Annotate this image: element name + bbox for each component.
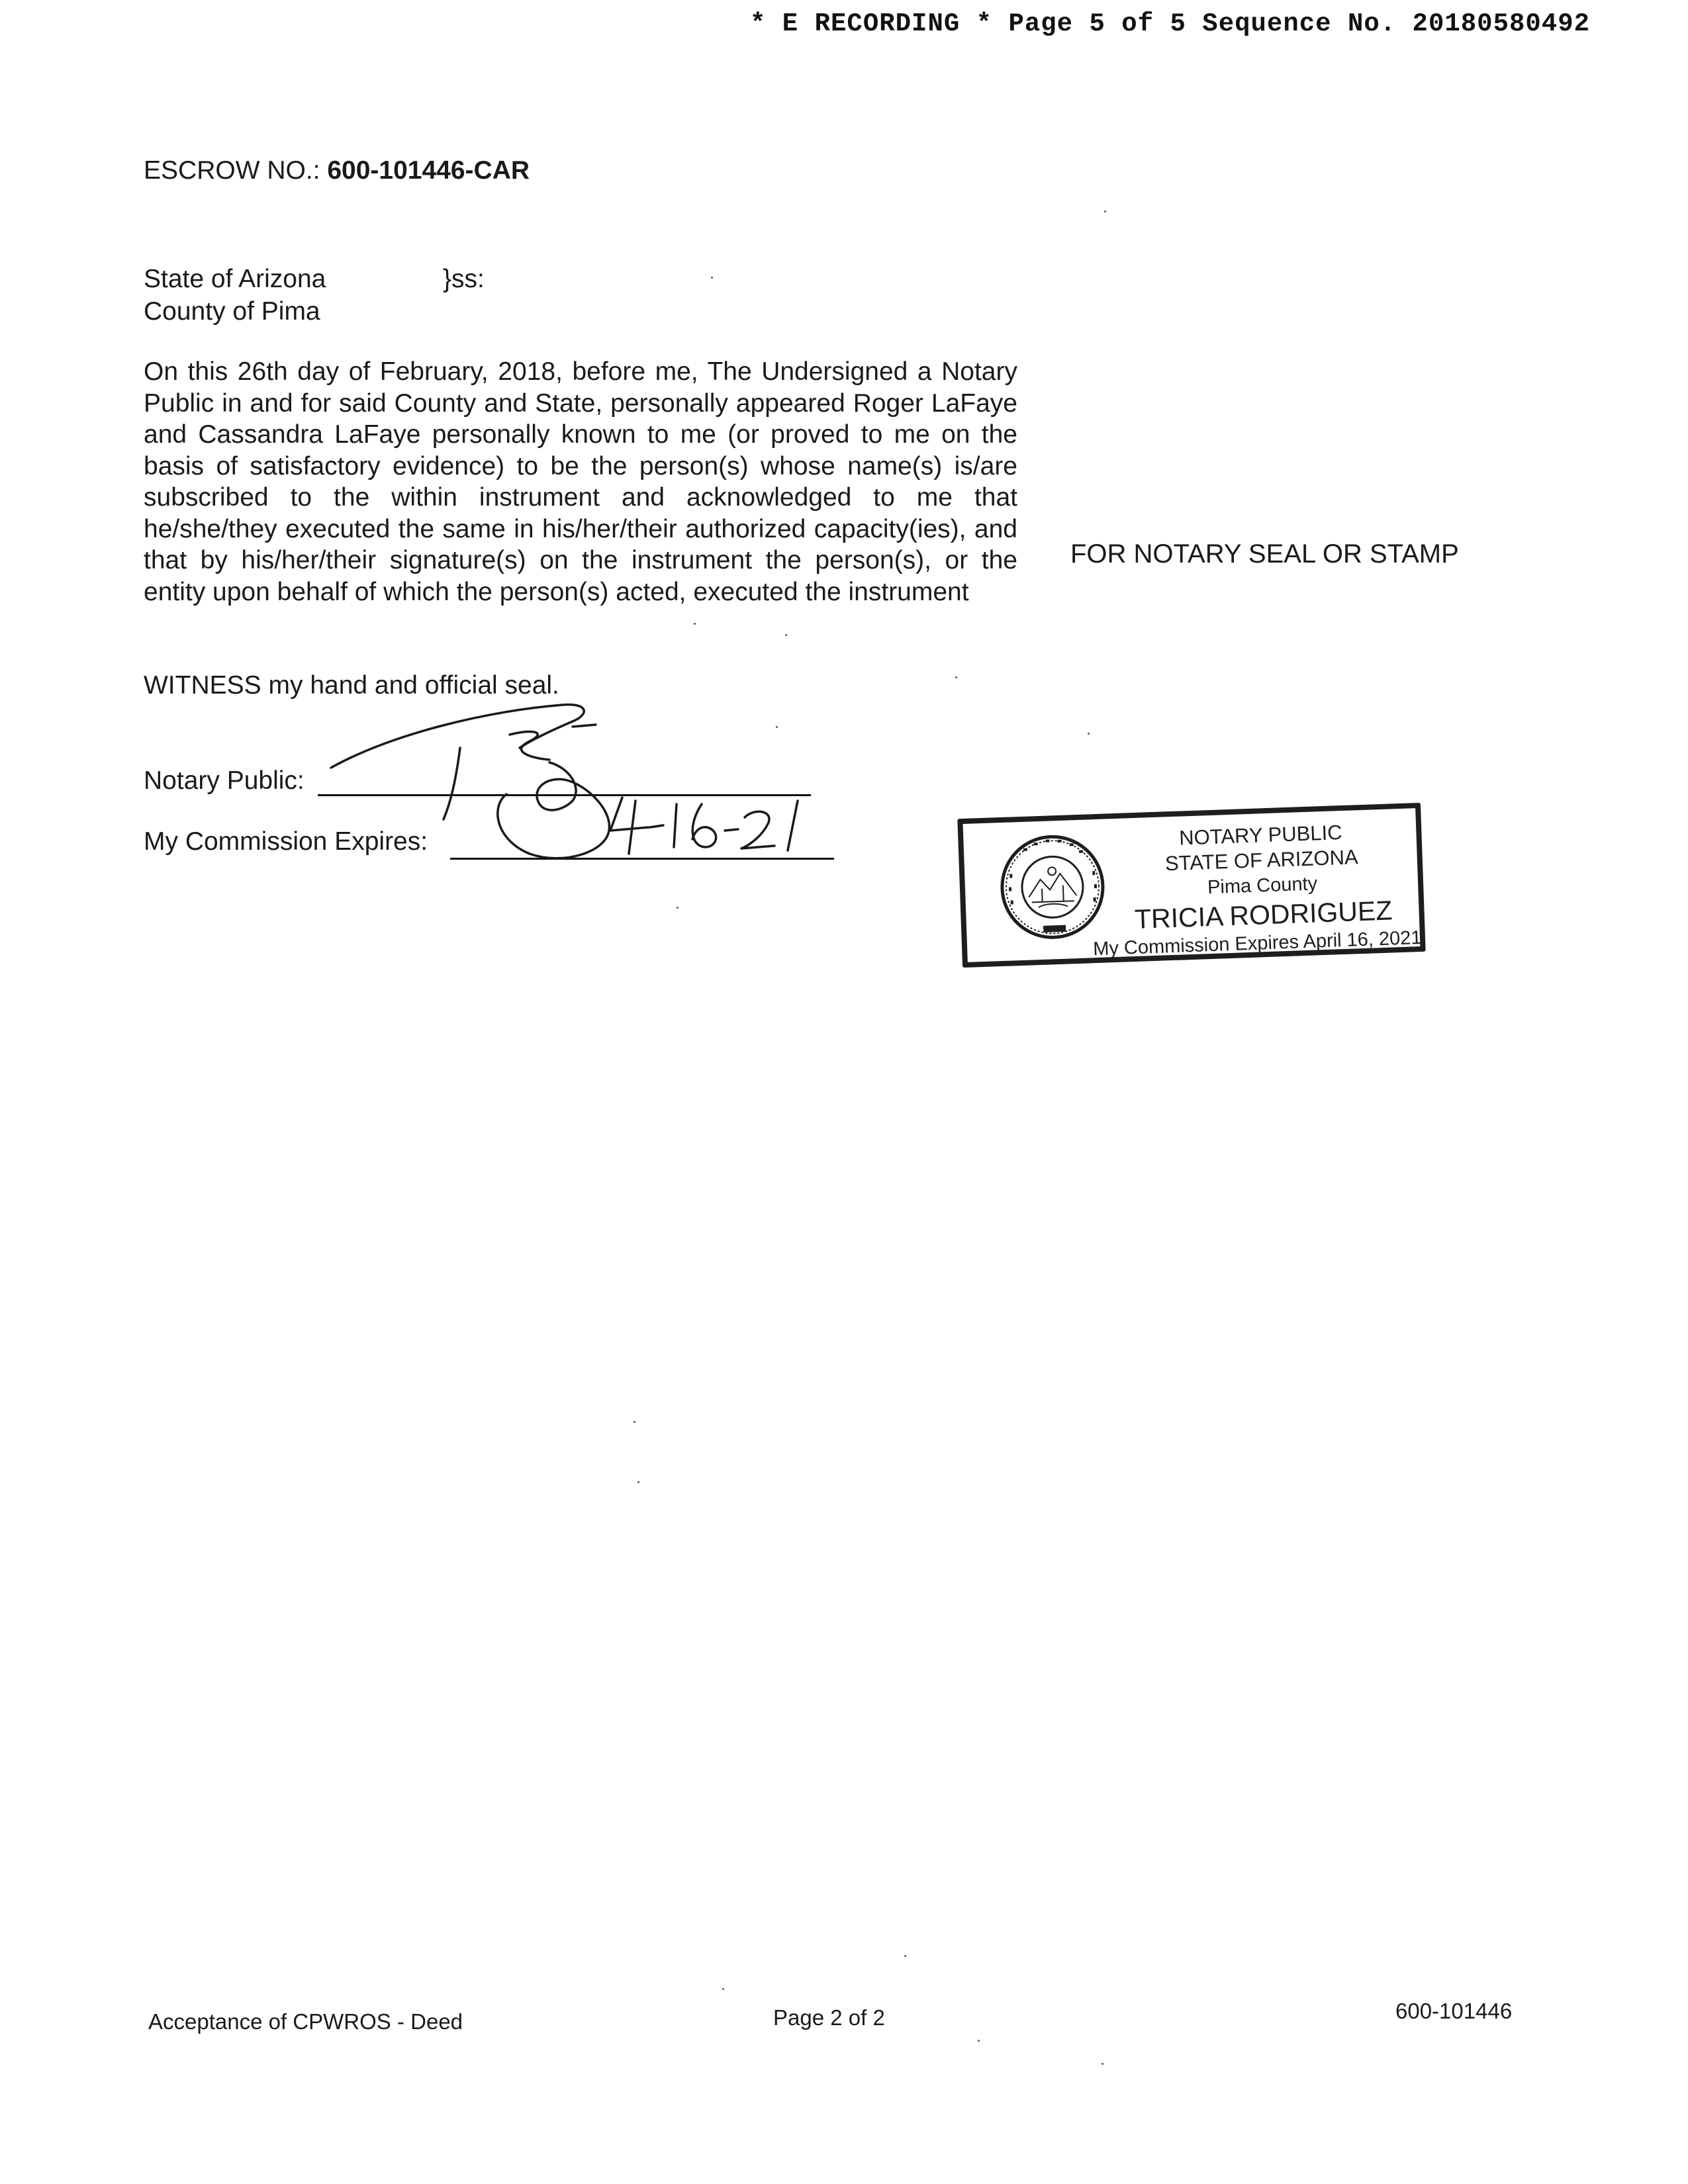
- escrow-label: ESCROW NO.:: [144, 156, 320, 185]
- stamp-line-county: Pima County: [1207, 873, 1318, 899]
- scan-speck: [904, 1955, 906, 1957]
- recording-header: * E RECORDING * Page 5 of 5 Sequence No. 20180580492: [750, 9, 1590, 38]
- scan-speck: [694, 623, 696, 625]
- stamp-line-notary-public: NOTARY PUBLIC: [1178, 821, 1343, 850]
- scan-speck: [1104, 210, 1106, 212]
- venue-state: State of Arizona: [144, 265, 326, 293]
- witness-statement: WITNESS my hand and official seal.: [144, 671, 559, 700]
- arizona-state-seal-icon: [996, 831, 1109, 944]
- scan-speck: [677, 907, 679, 909]
- scan-speck: [776, 726, 778, 728]
- footer-page-number: Page 2 of 2: [773, 2005, 885, 2030]
- stamp-line-notary-name: TRICIA RODRIGUEZ: [1134, 895, 1393, 935]
- scan-speck: [1088, 733, 1090, 735]
- scan-speck: [722, 1988, 724, 1990]
- scan-speck: [711, 277, 713, 279]
- handwritten-signature: [311, 695, 874, 874]
- scan-speck: [955, 676, 957, 678]
- commission-expires-label: My Commission Expires:: [144, 827, 428, 856]
- seal-area-label: FOR NOTARY SEAL OR STAMP: [1070, 539, 1459, 569]
- scan-speck: [978, 2040, 980, 2042]
- venue-county: County of Pima: [144, 297, 320, 326]
- footer-escrow-number: 600-101446: [1395, 1999, 1513, 2023]
- notary-public-label: Notary Public:: [144, 766, 305, 795]
- stamp-text-block: [1092, 818, 1422, 960]
- stamp-line-state: STATE OF ARIZONA: [1164, 845, 1359, 876]
- notary-stamp: [957, 803, 1425, 968]
- escrow-number-line: [144, 156, 530, 185]
- venue-ss: }ss:: [443, 265, 485, 293]
- acknowledgment-paragraph: On this 26th day of February, 2018, before me, The Undersigned a Notary Public in and for said County and State, personally appeared Roger LaFaye and Cassandra LaFaye personally known to me (or proved to me on the basis of satisfactory evidence) to be the person(s) whose name(s) is/are subscribed to the within instrument and acknowledged to me that he/she/they executed the same in his/her/their authorized capacity(ies), and that by his/her/their signature(s) on the instrument the person(s), or the entity upon behalf of which the person(s) acted, executed the instrument: [144, 357, 1017, 606]
- scan-speck: [785, 634, 787, 636]
- escrow-number: 600-101446-CAR: [327, 156, 530, 185]
- scan-speck: [1102, 2063, 1103, 2065]
- footer-document-title: Acceptance of CPWROS - Deed: [148, 2009, 463, 2034]
- scan-speck: [637, 1481, 639, 1483]
- scan-speck: [633, 1421, 635, 1423]
- stamp-line-commission: My Commission Expires April 16, 2021: [1092, 927, 1422, 960]
